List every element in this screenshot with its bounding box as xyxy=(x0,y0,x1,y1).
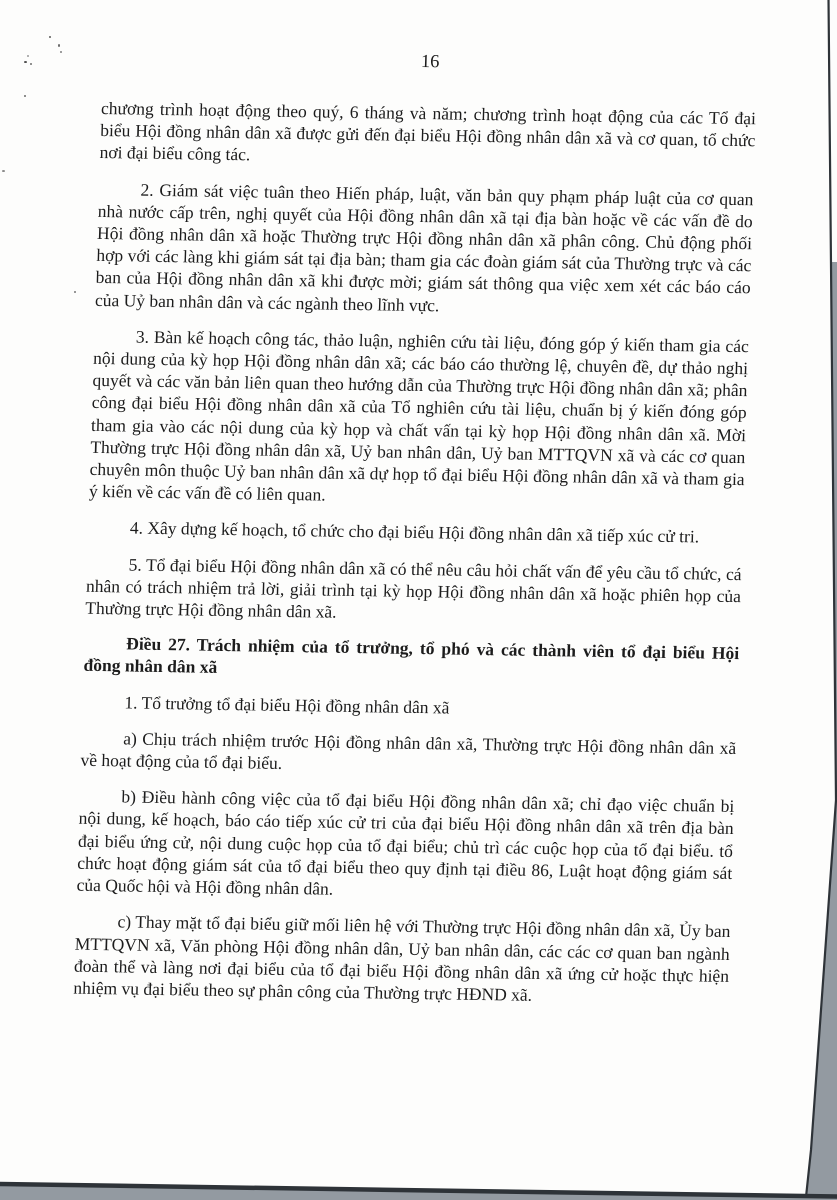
scan-speckle xyxy=(24,95,26,97)
paragraph-duty-3: 3. Bàn kế hoạch công tác, thảo luận, nghiên cứu tài liệu, đóng góp ý kiến tham gia các nội dung của kỳ họp Hội đồng nhân dân xã; các báo cáo thường lệ, chuyên đề, dự thảo nghị quyết và các văn bản liên quan theo hướng dẫn của Thường trực Hội đồng nhân dân xã; phân công đại biểu Hội đồng nhân dân xã của Tổ nghiên cứu tài liệu, chuẩn bị ý kiến đóng góp tham gia vào các nội dung của kỳ họp và chất vấn tại kỳ họp Hội đồng nhân dân xã. Mời Thường trực Hội đồng nhân dân xã, Uỷ ban nhân dân, Uỷ ban MTTQVN xã và các cơ quan chuyên môn thuộc Uỷ ban nhân dân xã dự họp tổ đại biểu Hội đồng nhân dân xã và tham gia ý kiến về các vấn đề có liên quan. xyxy=(88,326,750,505)
paragraph-duty-5: 5. Tổ đại biểu Hội đồng nhân dân xã có thể nêu câu hỏi chất vấn để yêu cầu tổ chức, cá nhân có trách nhiệm trả lời, giải trình tại kỳ họp Hội đồng nhân dân xã hoặc phiên họp của Thường trực Hội đồng nhân dân xã. xyxy=(85,554,742,622)
page-number: 16 xyxy=(420,51,440,73)
scan-speckle xyxy=(27,55,29,57)
paragraph-clause-1: 1. Tổ trưởng tổ đại biểu Hội đồng nhân dân xã xyxy=(124,692,450,718)
scan-speckle xyxy=(49,36,51,38)
paragraph-duty-4: 4. Xây dựng kế hoạch, tổ chức cho đại biểu Hội đồng nhân dân xã tiếp xúc cử tri. xyxy=(129,517,700,547)
scan-speckle xyxy=(58,44,60,47)
paragraph-duty-2: 2. Giám sát việc tuân theo Hiến pháp, luật, văn bản quy phạm pháp luật của cơ quan nhà nước cấp trên, nghị quyết của Hội đồng nhân dân xã tại địa bàn hoặc về các vấn đề do Hội đồng nhân dân xã hoặc Thường trực Hội đồng nhân dân xã phân công. Chủ động phối hợp với các làng khi giám sát tại địa bàn; tham gia các đoàn giám sát của Thường trực và các ban của Hội đồng nhân dân xã khi được mời; giám sát thông qua việc xem xét các báo cáo của Uỷ ban nhân dân và các ngành theo lĩnh vực. xyxy=(94,179,754,315)
paragraph-point-c: c) Thay mặt tổ đại biểu giữ mối liên hệ với Thường trực Hội đồng nhân dân xã, Ủy ban MTTQVN xã, Văn phòng Hội đồng nhân dân, Uỷ ban nhân dân, các các cơ quan ban ngành đoàn thể và làng nơi đại biểu của tổ đại biểu Hội đồng nhân dân xã ứng cử hoặc thực hiện nhiệm vụ đại biểu theo sự phân công của Thường trực HĐND xã. xyxy=(73,911,731,1005)
article-27-heading: Điều 27. Trách nhiệm của tổ trưởng, tổ phó và các thành viên tổ đại biểu Hội đồng nhân dân xã xyxy=(83,633,740,678)
scan-speckle xyxy=(24,61,27,63)
scan-speckle xyxy=(2,170,5,172)
scan-speckle xyxy=(30,63,32,65)
paragraph-continuation: chương trình hoạt động theo quý, 6 tháng và năm; chương trình hoạt động của các Tổ đại biểu Hội đồng nhân dân xã được gửi đến đại biểu Hội đồng nhân dân xã và cơ quan, tổ chức nơi đại biểu công tác. xyxy=(99,97,757,165)
scan-speckle xyxy=(74,291,76,293)
paragraph-point-a: a) Chịu trách nhiệm trước Hội đồng nhân dân xã, Thường trực Hội đồng nhân dân xã về hoạt động của tổ đại biểu. xyxy=(80,728,737,773)
paragraph-point-b: b) Điều hành công việc của tổ đại biểu Hội đồng nhân dân xã; chỉ đạo việc chuẩn bị nội dung, kế hoạch, báo cáo tiếp xúc cử tri của đại biểu Hội đồng nhân dân xã trên địa bàn đại biểu ứng cử, nội dung cuộc họp của tổ đại biểu; chủ trì các cuộc họp của tổ đại biểu. tổ chức hoạt động giám sát của tổ đại biểu theo quy định tại điều 86, Luật hoạt động giám sát của Quốc hội và Hội đồng nhân dân. xyxy=(76,786,735,899)
scan-speckle xyxy=(60,51,62,53)
page-content xyxy=(73,46,758,1009)
